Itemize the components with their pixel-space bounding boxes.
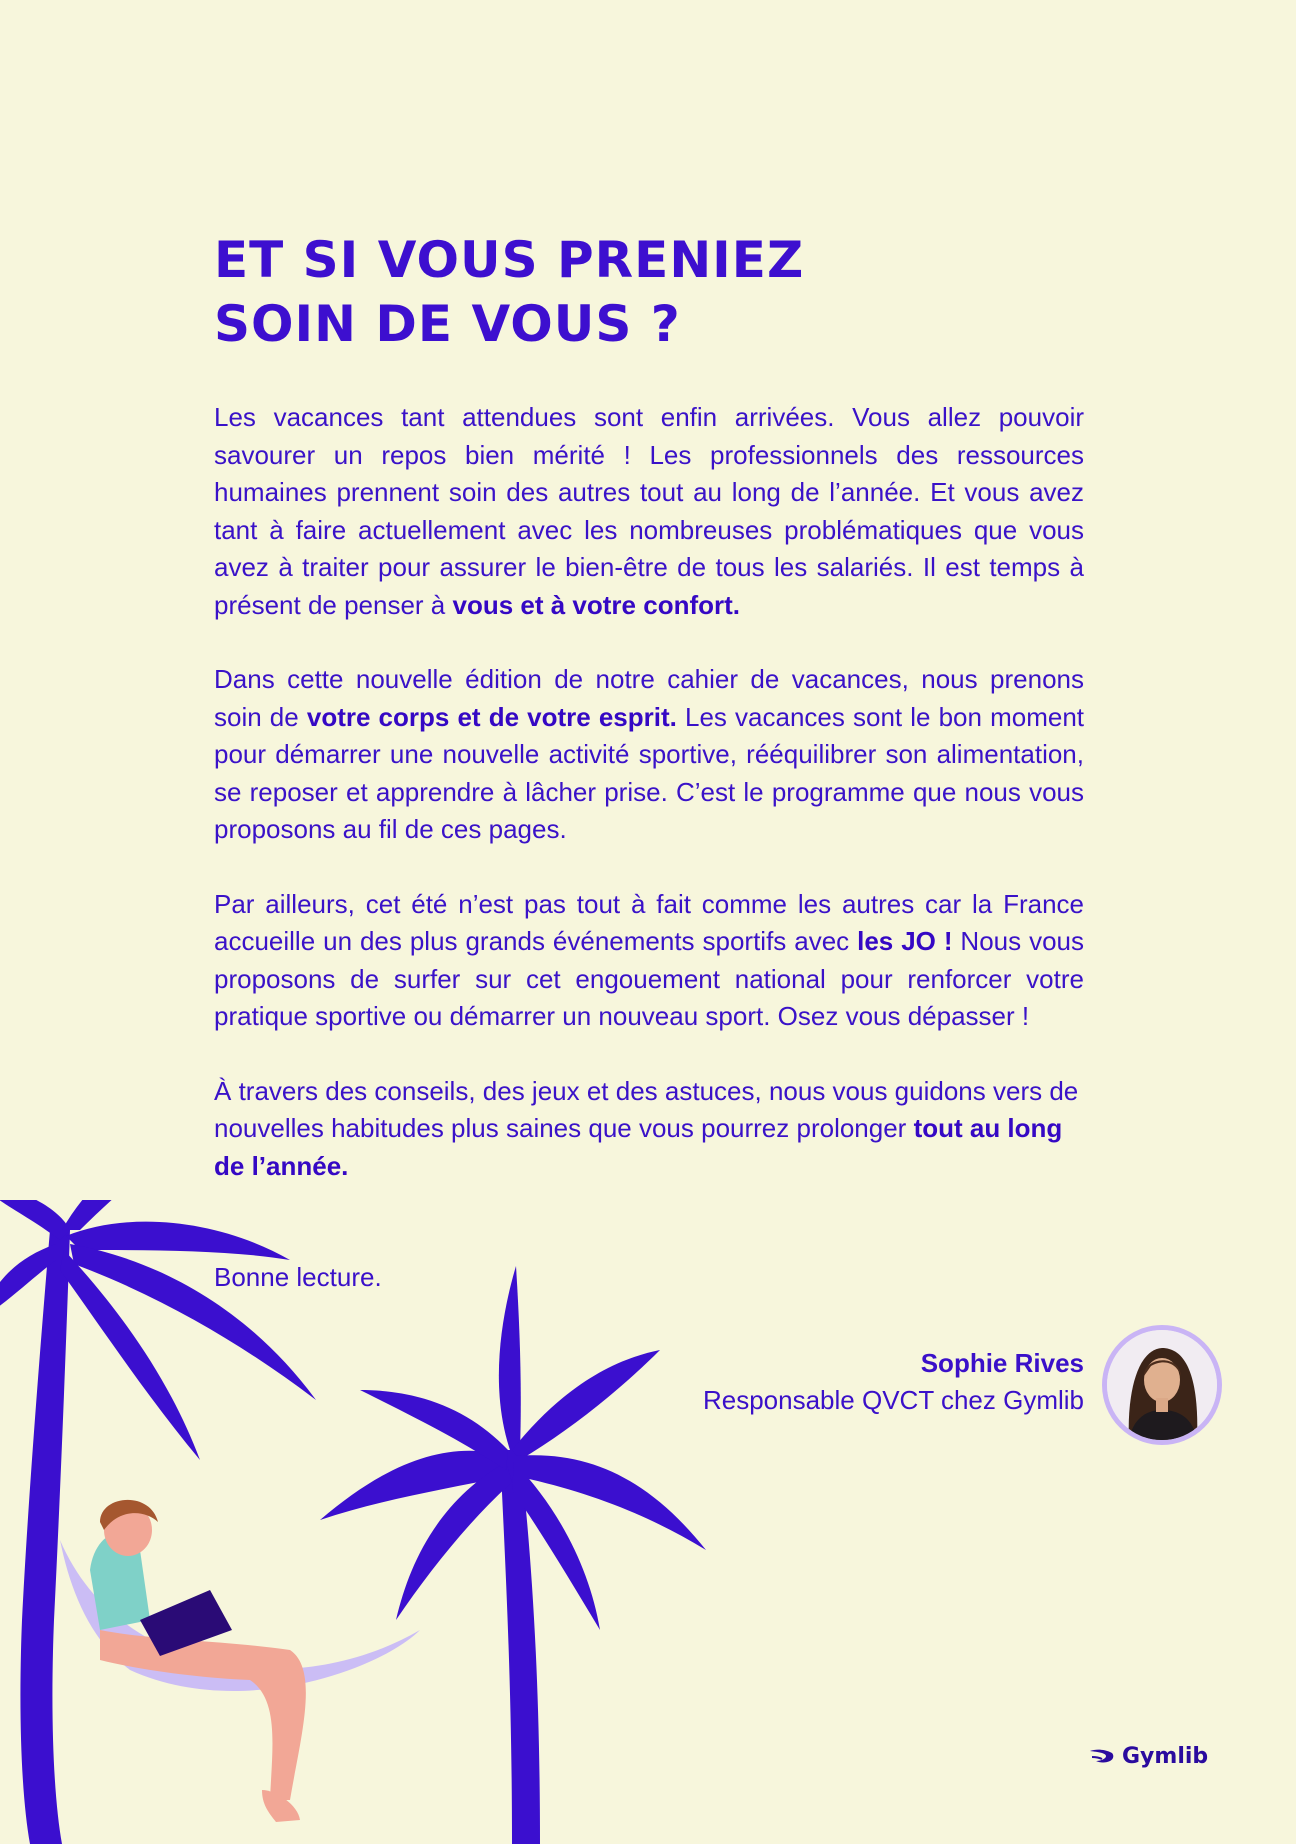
paragraph-3-text-a: Par ailleurs, cet été n’est pas tout à fait comme les autres car la France accueille un des plus grands événements sportifs avec <box>214 888 1084 956</box>
avatar-portrait-icon <box>1107 1330 1217 1440</box>
page-title <box>214 228 1114 356</box>
paragraph-3-bold: les JO ! <box>857 926 953 956</box>
body-text <box>214 399 1084 1222</box>
signature <box>703 1345 1084 1419</box>
paragraph-2-bold: votre corps et de votre esprit. <box>306 701 677 732</box>
paragraph-1-bold: vous et à votre confort. <box>452 589 740 620</box>
paragraph-2 <box>214 661 1084 849</box>
paragraph-4 <box>214 1073 1084 1186</box>
title-line-1: ET SI VOUS PRENIEZ <box>214 231 805 289</box>
paragraph-1-text: Les vacances tant attendues sont enfin arrivées. Vous allez pouvoir savourer un repos bien mérité ! Les professionnels des ressources humaines prennent soin des autres tout au long de l’année. Et vous avez tant à faire actuellement avec les nombreuses problématiques que vous avez à traiter pour assurer le bien-être de tous les salariés. Il est temps à présent de penser à <box>214 402 1084 620</box>
paragraph-3 <box>214 886 1084 1036</box>
logo-text: Gymlib <box>1122 1744 1209 1769</box>
closing-text: Bonne lecture. <box>214 1262 382 1292</box>
paragraph-2-text-b: Les vacances sont le bon moment pour démarrer une nouvelle activité sportive, rééquilibrer son alimentation, se reposer et apprendre à lâcher prise. C’est le programme que nous vous proposons au fil de ces pages. <box>214 701 1084 844</box>
gymlib-logo-icon <box>1088 1747 1116 1767</box>
palm-tree-hammock-illustration <box>0 1200 720 1844</box>
gymlib-logo <box>1088 1744 1208 1769</box>
avatar <box>1102 1325 1222 1445</box>
paragraph-1 <box>214 399 1084 624</box>
signature-role: Responsable QVCT chez Gymlib <box>702 1385 1084 1415</box>
paragraph-4-text-a: À travers des conseils, des jeux et des astuces, nous vous guidons vers de nouvelles habitudes plus saines que vous pourrez prolonger <box>214 1075 1079 1143</box>
paragraph-4-bold: tout au long de l’année. <box>214 1113 1063 1181</box>
paragraph-3-text-b: Nous vous proposons de surfer sur cet engouement national pour renforcer votre pratique sportive ou démarrer un nouveau sport. Osez vous dépasser ! <box>214 926 1084 1031</box>
signature-name: Sophie Rives <box>920 1348 1084 1378</box>
paragraph-2-text-a: Dans cette nouvelle édition de notre cahier de vacances, nous prenons soin de <box>214 664 1084 732</box>
title-line-2: SOIN DE VOUS ? <box>214 295 681 353</box>
